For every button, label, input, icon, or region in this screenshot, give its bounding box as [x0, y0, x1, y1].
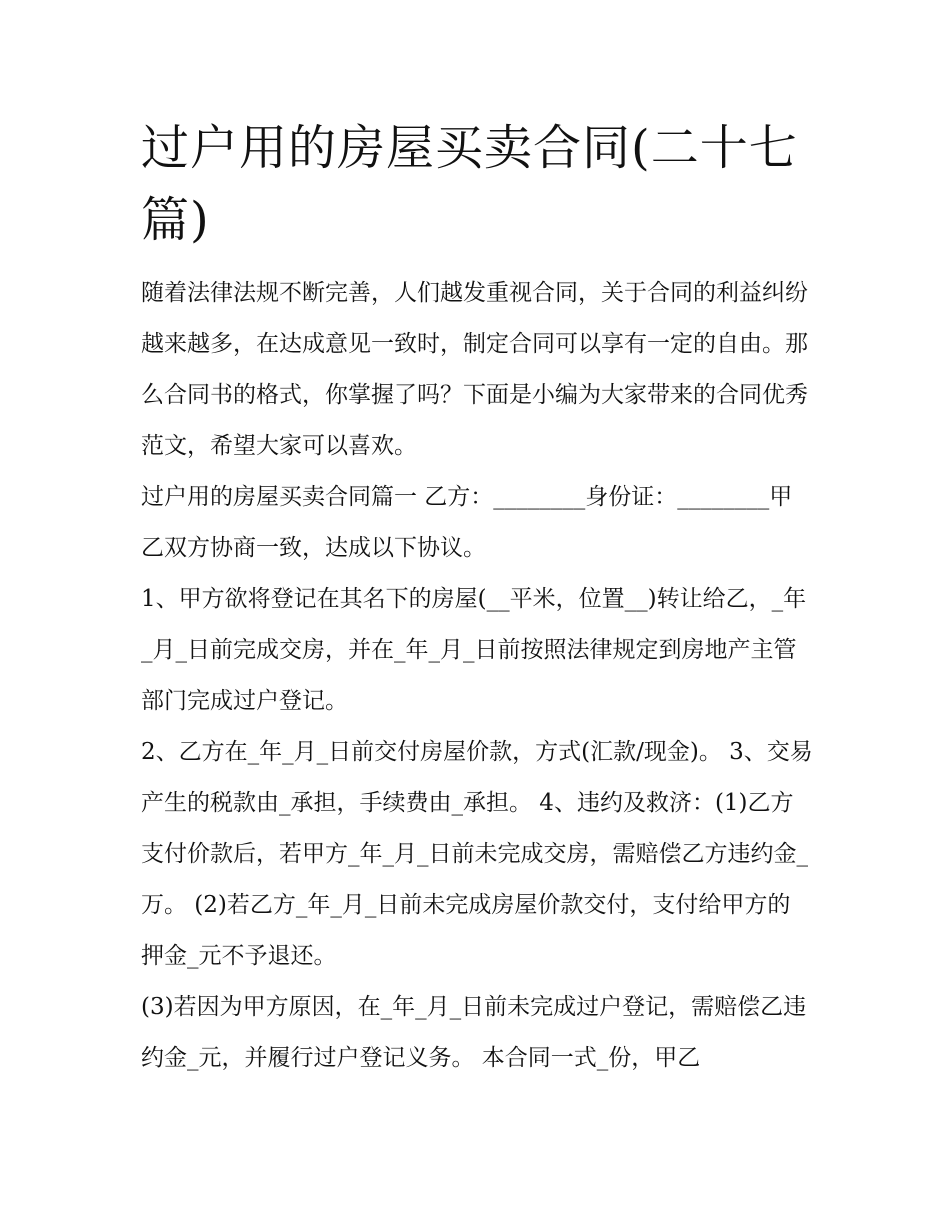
- clause-4-3-paragraph: (3)若因为甲方原因，在_年_月_日前未完成过户登记，需赔偿乙违约金_元，并履行过户登记义务。 本合同一式_份，甲乙: [141, 994, 807, 1071]
- document-title: 过户用的房屋买卖合同(二十七篇): [141, 120, 798, 248]
- clause-2-4-paragraph: 2、乙方在_年_月_日前交付房屋价款，方式(汇款/现金)。 3、交易产生的税款由_承担，手续费由_承担。 4、违约及救济：(1)乙方支付价款后，若甲方_年_月_日前未完成交房，需赔偿乙方违约金_万。 (2)若乙方_年_月_日前未完成房屋价款交付，支付给甲方的押金_元不予退还。: [141, 739, 813, 969]
- contract-header-paragraph: 过户用的房屋买卖合同篇一 乙方：________身份证：________甲乙双方协商一致，达成以下协议。: [141, 484, 793, 561]
- document-body: [141, 112, 813, 1084]
- intro-paragraph: 随着法律法规不断完善，人们越发重视合同，关于合同的利益纠纷越来越多，在达成意见一致时，制定合同可以享有一定的自由。那么合同书的格式，你掌握了吗？下面是小编为大家带来的合同优秀范文，希望大家可以喜欢。: [141, 280, 808, 459]
- clause-1-paragraph: 1、甲方欲将登记在其名下的房屋(__平米，位置__)转让给乙，_年_月_日前完成交房，并在_年_月_日前按照法律规定到房地产主管部门完成过户登记。: [141, 586, 807, 714]
